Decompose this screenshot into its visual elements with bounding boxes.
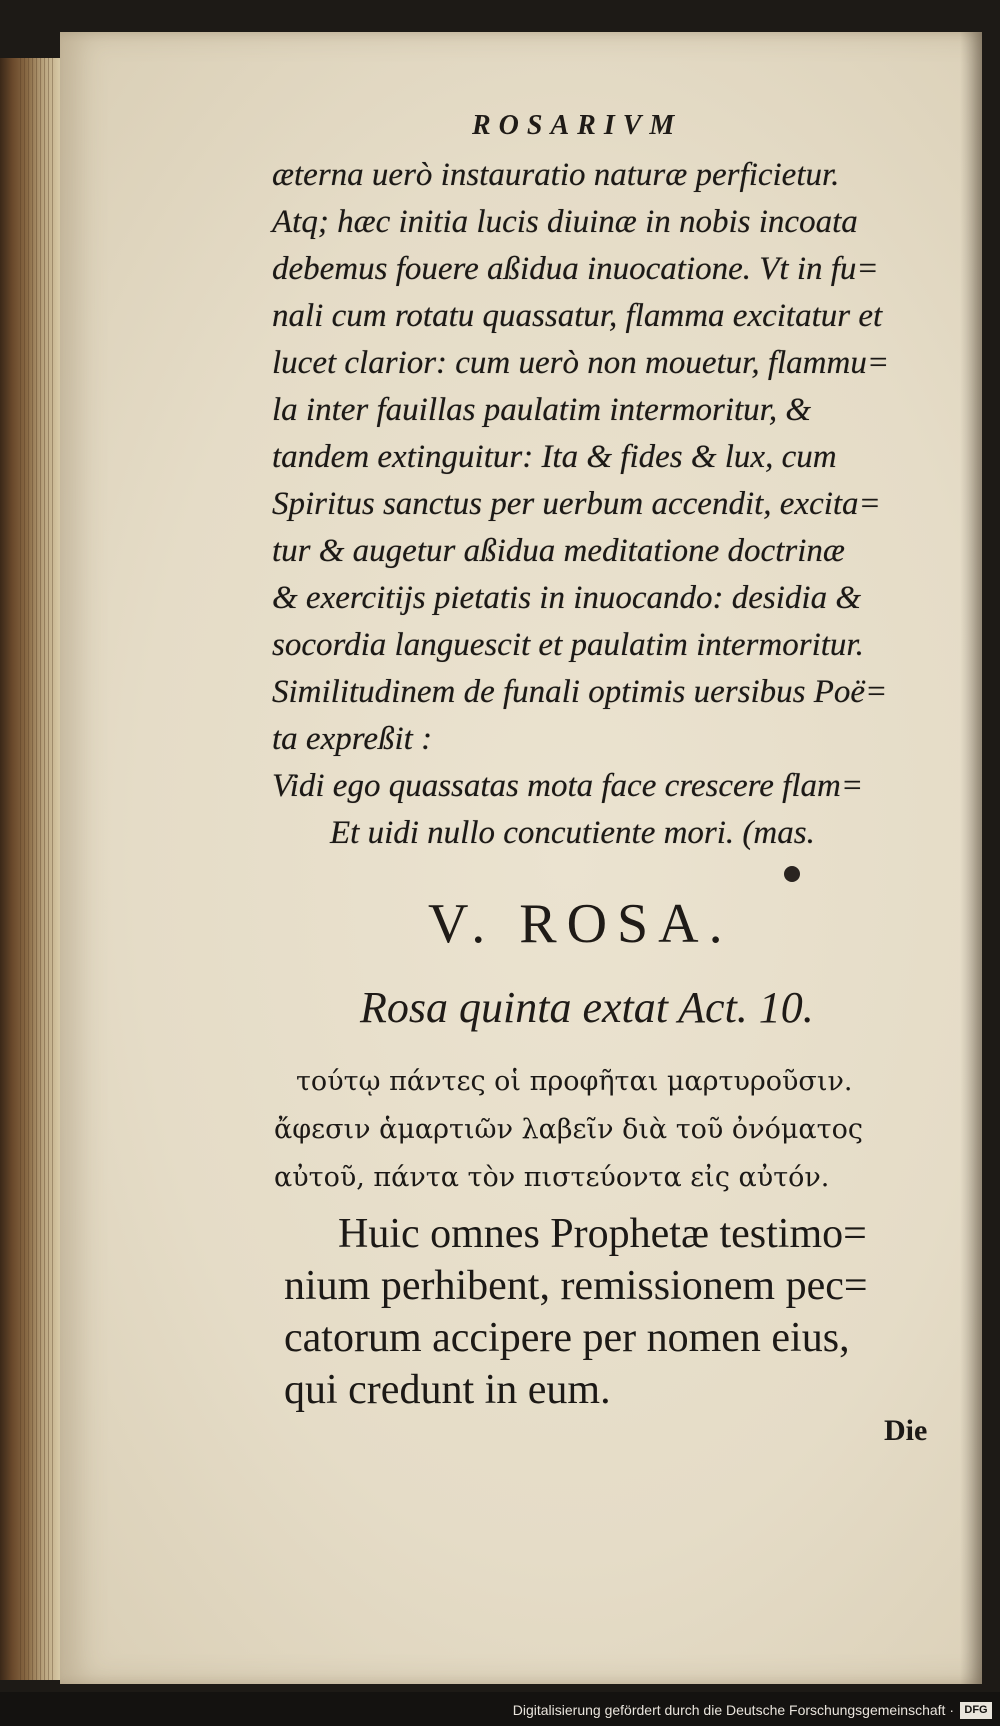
- text-line: & exercitijs pietatis in inuocando: desidia &: [272, 580, 862, 616]
- verse-line: Vidi ego quassatas mota face crescere flam=: [272, 768, 864, 804]
- text-line: debemus fouere aßidua inuocatione. Vt in fu=: [272, 251, 879, 287]
- verse-line: Et uidi nullo concutiente mori. (mas.: [330, 815, 815, 851]
- ornament-dot: [784, 866, 800, 882]
- text-line: Similitudinem de funali optimis uersibus Poë=: [272, 674, 888, 710]
- greek-text-block: [274, 1058, 954, 1202]
- footer-bar: [0, 1692, 1000, 1726]
- translation-line: catorum accipere per nomen eius,: [284, 1315, 850, 1361]
- text-line: tur & augetur aßidua meditatione doctrinæ: [272, 533, 845, 569]
- text-line: æterna uerò instauratio naturæ perficietur.: [272, 157, 840, 193]
- translation-line: Huic omnes Prophetæ testimo=: [338, 1211, 867, 1257]
- translation-line: nium perhibent, remissionem pec=: [284, 1263, 868, 1309]
- text-line: ta expreßit :: [272, 721, 433, 757]
- text-line: tandem extinguitur: Ita & fides & lux, cum: [272, 439, 837, 475]
- running-head: ROSARIVM: [472, 110, 683, 141]
- greek-line: τούτῳ πάντες οἱ προφῆται μαρτυροῦσιν.: [296, 1066, 853, 1097]
- text-line: Spiritus sanctus per uerbum accendit, excita=: [272, 486, 881, 522]
- italic-text-block: [272, 152, 952, 857]
- text-line: Atq; hæc initia lucis diuinæ in nobis incoata: [272, 204, 858, 240]
- section-heading: V. ROSA.: [428, 893, 733, 955]
- catchword: Die: [884, 1414, 928, 1447]
- text-line: la inter fauillas paulatim intermoritur, &: [272, 392, 812, 428]
- dfg-logo-icon: DFG: [960, 1702, 992, 1719]
- page-gutter-shadow: [960, 32, 982, 1684]
- funding-credit: Digitalisierung gefördert durch die Deutsche Forschungsgemeinschaft ·: [512, 1702, 954, 1718]
- translation-line: qui credunt in eum.: [284, 1367, 611, 1413]
- text-line: socordia languescit et paulatim intermoritur.: [272, 627, 864, 663]
- text-line: lucet clarior: cum uerò non mouetur, flammu=: [272, 345, 890, 381]
- subheading: Rosa quinta extat Act. 10.: [360, 983, 814, 1032]
- latin-translation-block: [284, 1208, 964, 1416]
- greek-line: ἄφεσιν ἁμαρτιῶν λαβεῖν διὰ τοῦ ὀνόματος: [274, 1114, 863, 1145]
- greek-line: αὐτοῦ, πάντα τὸν πιστεύοντα εἰς αὐτόν.: [274, 1162, 830, 1193]
- text-line: nali cum rotatu quassatur, flamma excitatur et: [272, 298, 883, 334]
